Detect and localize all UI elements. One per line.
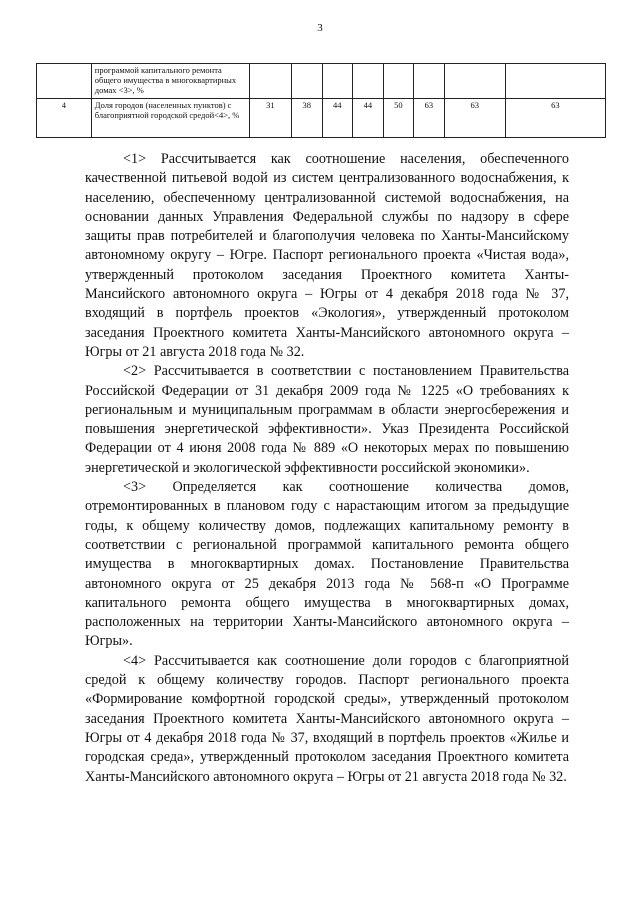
footnote-1: <1> Рассчитывается как соотношение населения, обеспеченного качественной питьевой водой из систем централизованного водоснабжения, к населению, обеспеченному централизованной системой водоснабжения, на основании данных Управления Федеральной службы по надзору в сфере защиты прав потребителей и благополучия человека по Ханты-Мансийскому автономному округу – Югре. Паспорт регионального проекта «Чистая вода», утвержденный протоколом заседания Проектного комитета Ханты-Мансийского автономного округа – Югры от 4 декабря 2018 года № 37, входящий в портфель проектов «Экология», утвержденный протоколом заседания Проектного комитета Ханты-Мансийского автономного округа – Югры от 21 августа 2018 года № 32.: [85, 151, 569, 360]
indicator-name: Доля городов (населенных пунктов) с благоприятной городской средой<4>, %: [91, 99, 249, 138]
table-row: [37, 64, 606, 99]
value-cell: 38: [291, 99, 322, 138]
value-cell: [322, 64, 353, 99]
value-cell: [249, 64, 291, 99]
value-cell: [444, 64, 505, 99]
table-row: [37, 99, 606, 138]
value-cell: 44: [322, 99, 353, 138]
footnote-2: <2> Рассчитывается в соответствии с постановлением Правительства Российской Федерации от 31 декабря 2009 года № 1225 «О требованиях к региональным и муниципальным программам в области энергосбережения и повышения энергетической эффективности». Указ Президента Российской Федерации от 4 июня 2008 года № 889 «О некоторых мерах по повышению энергетической и экологической эффективности российской экономики».: [85, 363, 569, 476]
value-cell: 63: [505, 99, 605, 138]
value-cell: [414, 64, 445, 99]
page-number: 3: [317, 22, 323, 34]
indicators-table: [36, 63, 606, 138]
row-number: 4: [37, 99, 92, 138]
value-cell: 44: [353, 99, 384, 138]
footnotes-section: [85, 150, 569, 787]
value-cell: [353, 64, 384, 99]
value-cell: [505, 64, 605, 99]
footnote-3: <3> Определяется как соотношение количества домов, отремонтированных в плановом году с нарастающим итогом за предыдущие годы, к общему количеству домов, подлежащих капитальному ремонту в соответствии с региональной программой капитального ремонта общего имущества в многоквартирных домах. Постановление Правительства автономного округа от 25 декабря 2013 года № 568-п «О Программе капитального ремонта общего имущества в многоквартирных домах, расположенных на территории Ханты-Мансийского автономного округа – Югры».: [85, 479, 569, 650]
indicator-name: программой капитального ремонта общего имущества в многоквартирных домах <3>, %: [91, 64, 249, 99]
value-cell: 63: [414, 99, 445, 138]
footnote-4: <4> Рассчитывается как соотношение доли городов с благоприятной средой к общему количеству городов. Паспорт регионального проекта «Формирование комфортной городской среды», утвержденный протоколом заседания Проектного комитета Ханты-Мансийского автономного округа – Югры от 4 декабря 2018 года № 37, входящий в портфель проектов «Жилье и городская среда», утвержденный протоколом заседания Проектного комитета Ханты-Мансийского автономного округа – Югры от 21 августа 2018 года № 32.: [85, 652, 569, 785]
row-number: [37, 64, 92, 99]
value-cell: [383, 64, 414, 99]
value-cell: [291, 64, 322, 99]
value-cell: 31: [249, 99, 291, 138]
value-cell: 50: [383, 99, 414, 138]
value-cell: 63: [444, 99, 505, 138]
